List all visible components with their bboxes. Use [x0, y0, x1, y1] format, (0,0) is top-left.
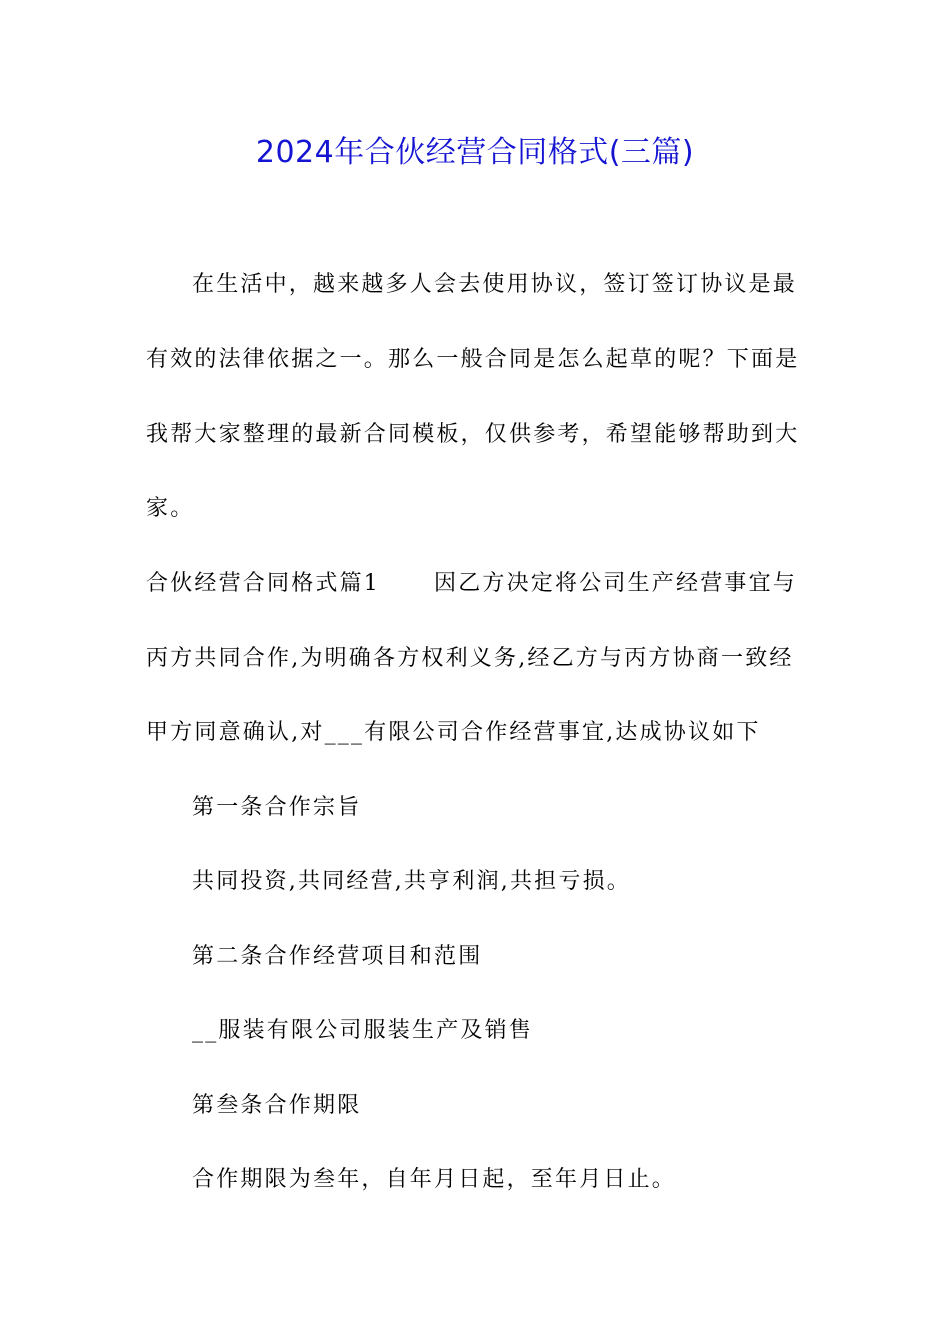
intro-line-1: 在生活中，越来越多人会去使用协议，签订签订协议是最 [192, 272, 798, 297]
clause-1-text: 共同投资,共同经营,共亨利润,共担亏损。 [192, 869, 631, 894]
intro-line-3: 我帮大家整理的最新合同模板，仅供参考，希望能够帮助到大 [146, 422, 800, 447]
section1-first-line [146, 569, 816, 599]
document-title: 2024年合伙经营合同格式(三篇) [255, 135, 695, 170]
intro-line-4: 家。 [146, 496, 195, 521]
section1-line-2: 丙方共同合作,为明确各方权利义务,经乙方与丙方协商一致经 [146, 646, 794, 671]
clause-2-text: __服装有限公司服装生产及销售 [192, 1018, 534, 1043]
section1-heading: 合伙经营合同格式篇1 [146, 571, 380, 596]
section1-first-line-text: 因乙方决定将公司生产经营事宜与 [434, 571, 798, 596]
clause-3-text: 合作期限为叁年，自年月日起，至年月日止。 [192, 1167, 677, 1192]
section1-line-3: 甲方同意确认,对___有限公司合作经营事宜,达成协议如下 [146, 720, 761, 745]
clause-3-heading: 第叁条合作期限 [192, 1093, 362, 1118]
intro-line-2: 有效的法律依据之一。那么一般合同是怎么起草的呢？下面是 [146, 347, 800, 372]
clause-1-heading: 第一条合作宗旨 [192, 795, 362, 820]
clause-2-heading: 第二条合作经营项目和范围 [192, 944, 483, 969]
